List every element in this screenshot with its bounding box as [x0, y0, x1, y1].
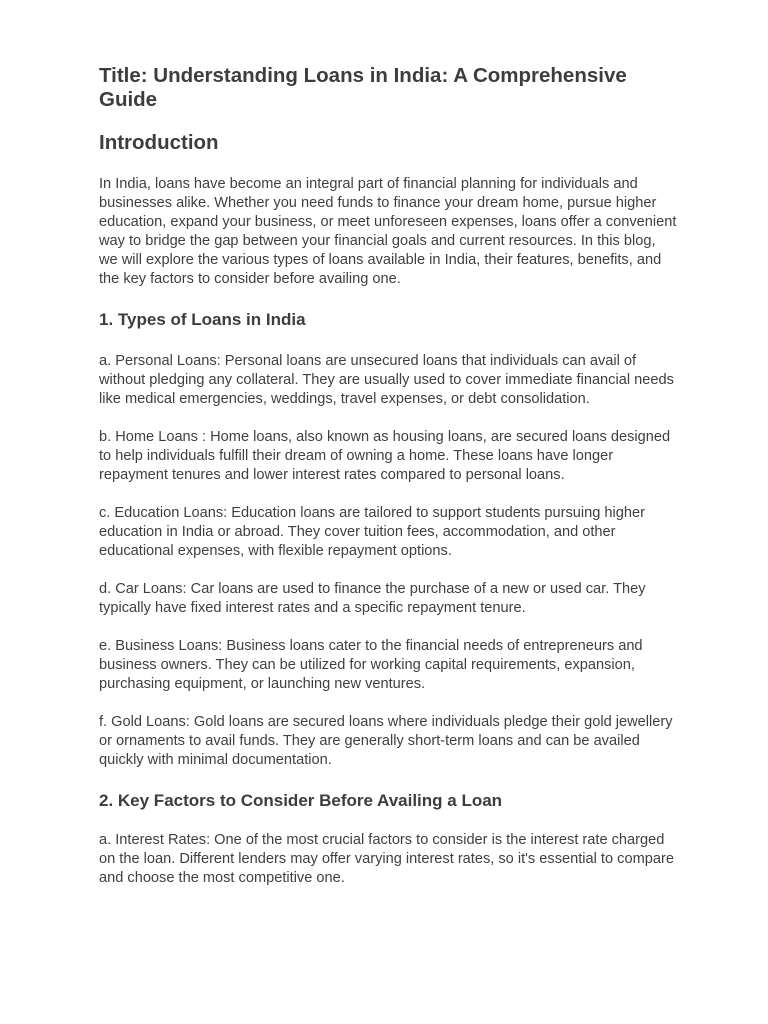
section-1-heading: 1. Types of Loans in India — [99, 310, 306, 329]
home-loans-paragraph: b. Home Loans : Home loans, also known as housing loans, are secured loans designed to help individuals fulfill their dream of owning a home. These loans have longer repayment tenures and lower interest rates compared to personal loans. — [99, 429, 671, 483]
education-loans-paragraph: c. Education Loans: Education loans are tailored to support students pursuing higher education in India or abroad. They cover tuition fees, accommodation, and other educational expenses, with flexible repayment options. — [99, 505, 645, 559]
business-loans-paragraph: e. Business Loans: Business loans cater to the financial needs of entrepreneurs and business owners. They can be utilized for working capital requirements, expansion, purchasing equipment, or launching new ventures. — [99, 638, 643, 692]
gold-loans-paragraph: f. Gold Loans: Gold loans are secured loans where individuals pledge their gold jewellery or ornaments to avail funds. They are generally short-term loans and can be availed quickly with minimal documentation. — [99, 714, 673, 768]
interest-rates-paragraph: a. Interest Rates: One of the most crucial factors to consider is the interest rate charged on the loan. Different lenders may offer varying interest rates, so it's essential to compare and choose the most competitive one. — [99, 832, 674, 886]
personal-loans-paragraph: a. Personal Loans: Personal loans are unsecured loans that individuals can avail of without pledging any collateral. They are usually used to cover immediate financial needs like medical emergencies, weddings, travel expenses, or debt consolidation. — [99, 353, 674, 407]
introduction-paragraph: In India, loans have become an integral part of financial planning for individuals and businesses alike. Whether you need funds to finance your dream home, pursue higher education, expand your business, or meet unforeseen expenses, loans offer a convenient way to bridge the gap between your financial goals and current resources. In this blog, we will explore the various types of loans available in India, their features, benefits, and the key factors to consider before availing one. — [99, 176, 677, 287]
introduction-heading: Introduction — [99, 131, 219, 154]
document-title: Title: Understanding Loans in India: A Comprehensive Guide — [99, 64, 627, 111]
section-2-heading: 2. Key Factors to Consider Before Availing a Loan — [99, 791, 503, 810]
car-loans-paragraph: d. Car Loans: Car loans are used to finance the purchase of a new or used car. They typically have fixed interest rates and a specific repayment tenure. — [99, 581, 646, 616]
